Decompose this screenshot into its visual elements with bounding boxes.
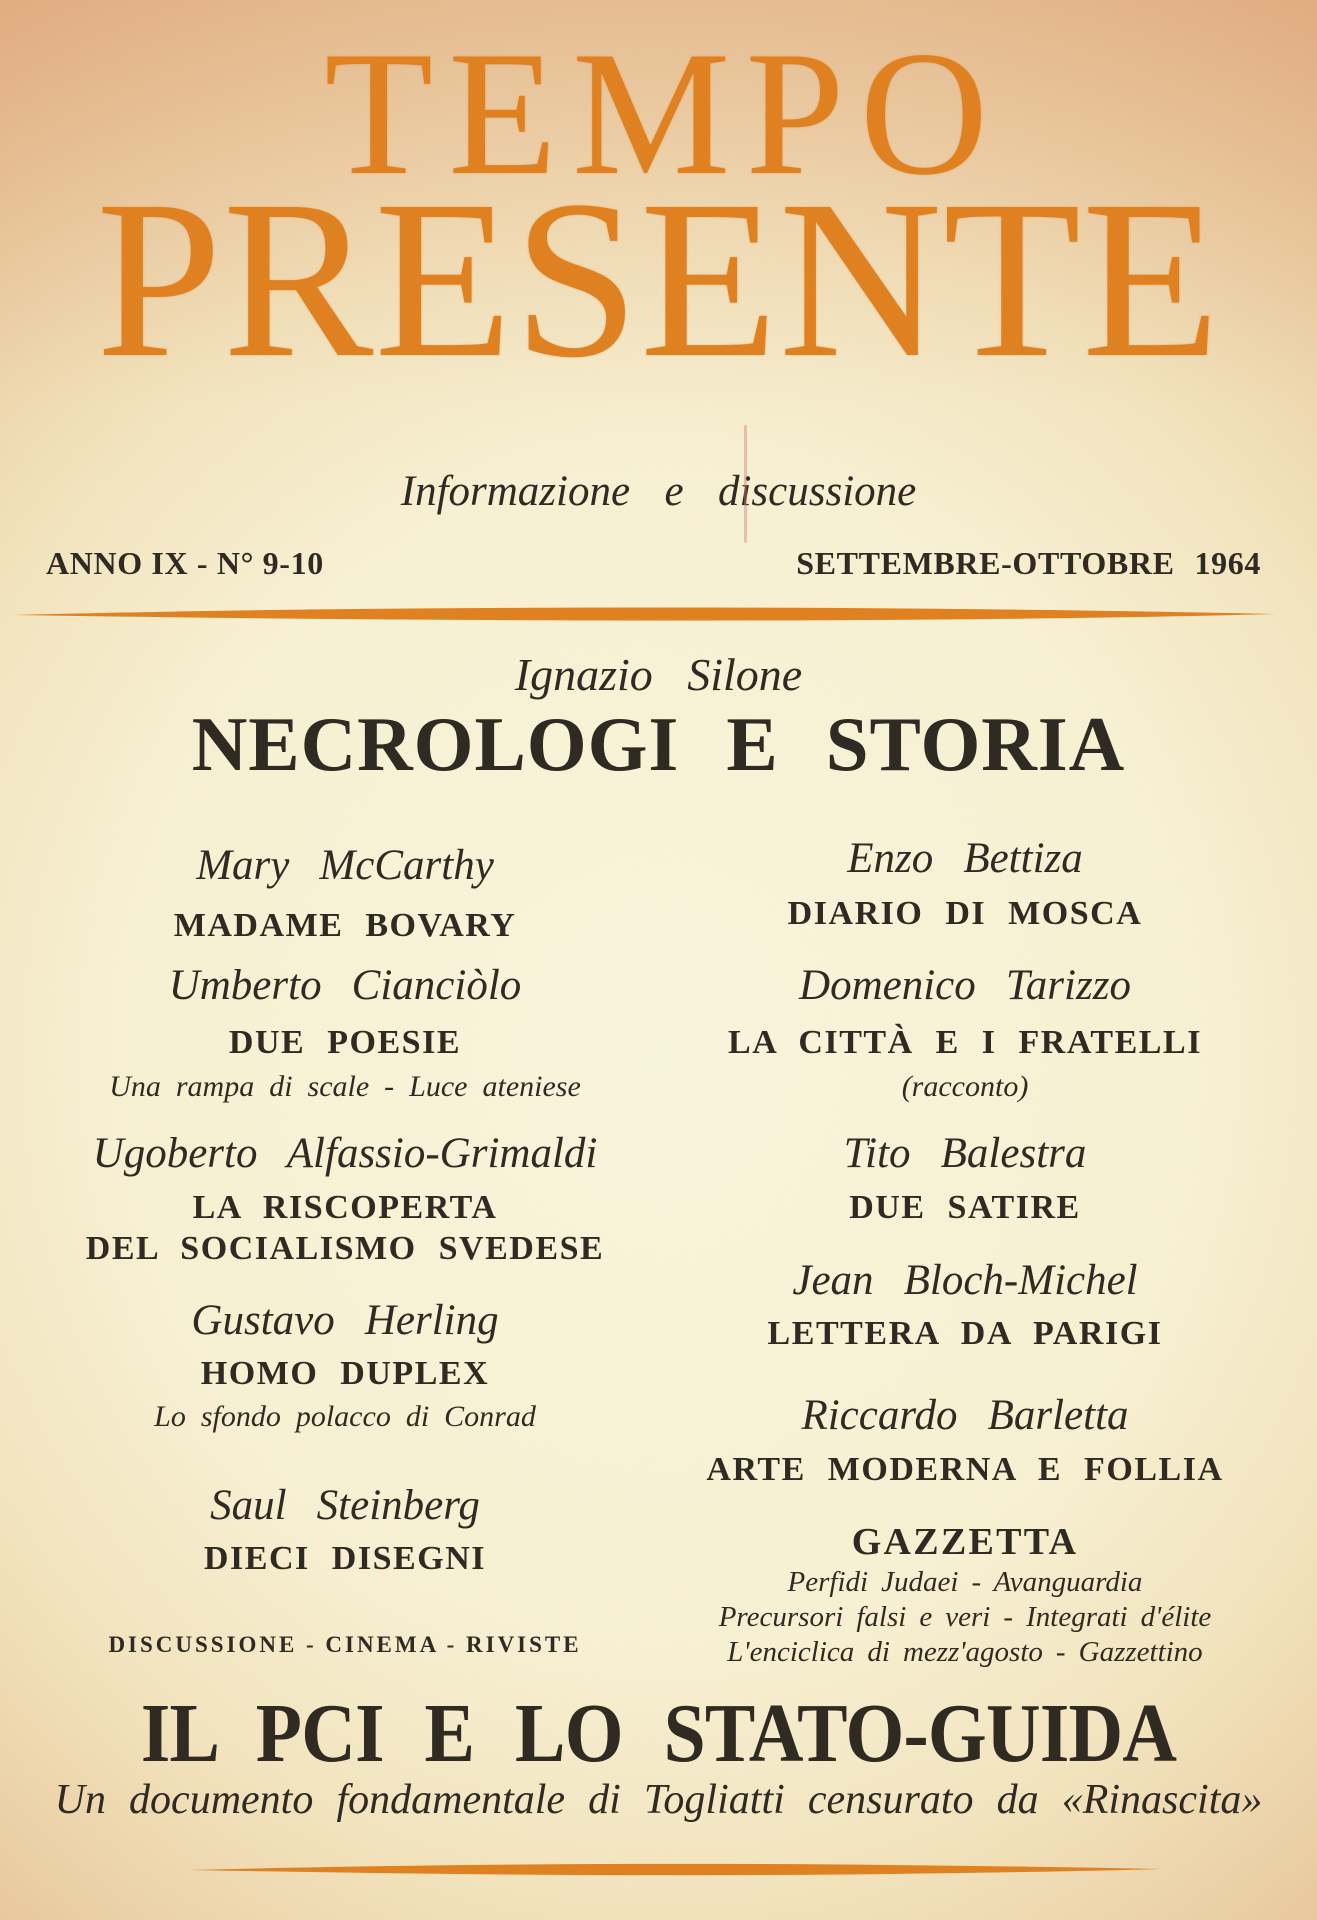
bottom-divider-rule [186, 1861, 1166, 1878]
tagline: Informazione e discussione [400, 468, 917, 515]
toc-title: DEL SOCIALISMO SVEDESE [85, 1230, 605, 1267]
toc-subtitle: Lo sfondo polacco di Conrad [154, 1400, 536, 1433]
feature-subtitle: Un documento fondamentale di Togliatti censurato da «Rinascita» [54, 1777, 1263, 1823]
toc-title: LA CITTÀ E I FRATELLI [728, 1024, 1202, 1061]
toc-title: LETTERA DA PARIGI [767, 1315, 1163, 1352]
masthead-title-line-1: TEMPO [324, 14, 1004, 212]
masthead-title-line-2: PRESENTE [96, 154, 1221, 404]
toc-author: Gustavo Herling [191, 1297, 499, 1344]
toc-title: MADAME BOVARY [173, 907, 517, 944]
top-divider-rule [12, 604, 1278, 626]
toc-author: Umberto Cianciòlo [168, 962, 522, 1009]
toc-title: DUE POESIE [228, 1024, 462, 1061]
toc-title: DUE SATIRE [849, 1189, 1081, 1226]
gazzetta-line: L'enciclica di mezz'agosto - Gazzettino [727, 1636, 1203, 1668]
toc-author: Mary McCarthy [196, 842, 494, 889]
toc-title: DIECI DISEGNI [203, 1540, 487, 1577]
toc-title: LA RISCOPERTA [192, 1189, 498, 1226]
toc-title: ARTE MODERNA E FOLLIA [706, 1451, 1224, 1488]
gazzetta-line: Precursori falsi e veri - Integrati d'élite [718, 1601, 1212, 1633]
toc-title: DIARIO DI MOSCA [787, 895, 1143, 932]
categories-line: DISCUSSIONE - CINEMA - RIVISTE [108, 1632, 582, 1657]
lead-title: NECROLOGI E STORIA [191, 701, 1126, 787]
issue-volume: ANNO IX - N° 9-10 [46, 545, 324, 581]
issue-date: SETTEMBRE-OTTOBRE 1964 [796, 545, 1261, 581]
gazzetta-title: GAZZETTA [851, 1521, 1079, 1563]
toc-author: Domenico Tarizzo [799, 962, 1131, 1009]
toc-author: Enzo Bettiza [847, 835, 1083, 882]
feature-title: IL PCI E LO STATO-GUIDA [140, 1687, 1177, 1780]
toc-subtitle: (racconto) [901, 1070, 1029, 1103]
issue-row [46, 547, 1261, 579]
toc-author: Tito Balestra [843, 1130, 1087, 1177]
gazzetta-line: Perfidi Judaei - Avanguardia [787, 1566, 1143, 1598]
lead-author: Ignazio Silone [514, 649, 803, 700]
toc-author: Jean Bloch-Michel [792, 1257, 1138, 1304]
toc-author: Saul Steinberg [210, 1482, 480, 1529]
toc-subtitle: Una rampa di scale - Luce ateniese [109, 1070, 581, 1103]
paper-crease [744, 425, 747, 543]
toc-title: HOMO DUPLEX [200, 1355, 490, 1392]
toc-author: Ugoberto Alfassio-Grimaldi [92, 1130, 598, 1177]
toc-author: Riccardo Barletta [801, 1392, 1129, 1439]
